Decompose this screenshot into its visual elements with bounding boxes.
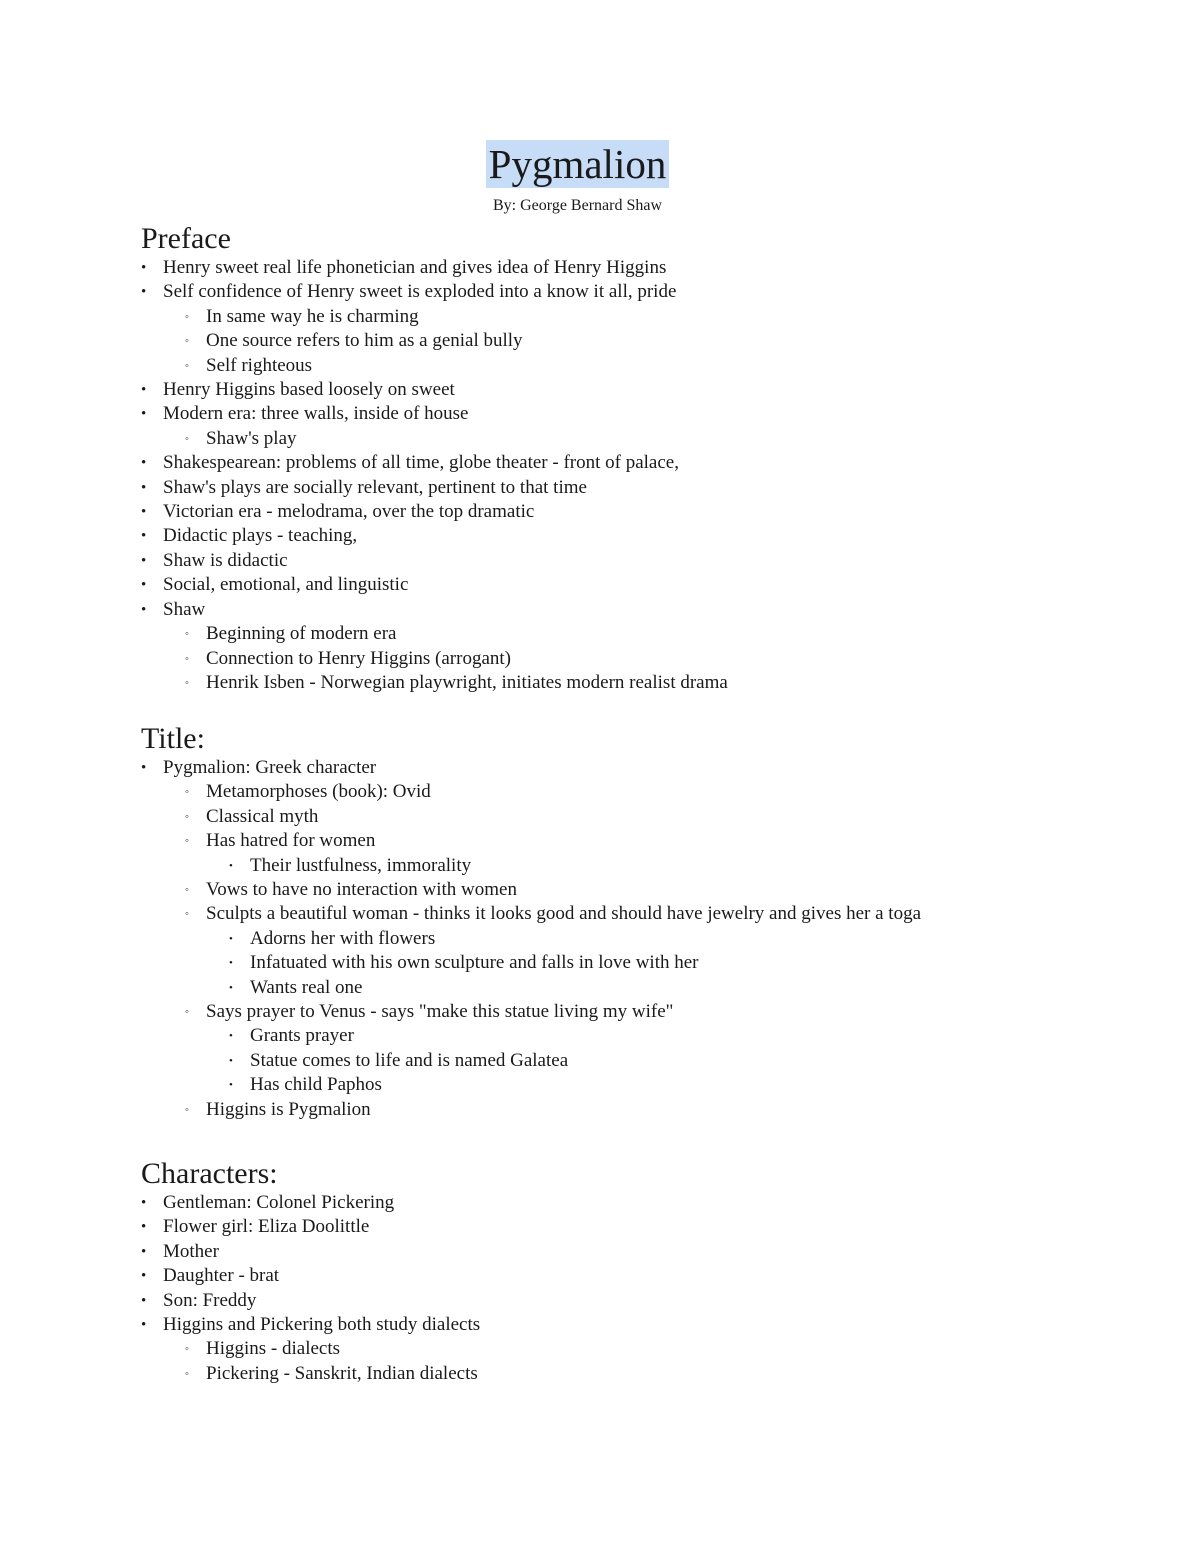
bullet-icon: • xyxy=(141,1219,147,1236)
list-item xyxy=(141,927,1141,951)
bullet-icon: ◦ xyxy=(185,359,189,372)
list-item xyxy=(141,1337,1141,1361)
list-item xyxy=(141,622,1141,646)
document-subtitle: By: George Bernard Shaw xyxy=(493,197,662,214)
bullet-icon: ◦ xyxy=(185,1006,189,1019)
list-item-text: Shaw is didactic xyxy=(163,549,288,571)
bullet-icon: ◦ xyxy=(185,432,189,445)
list-item xyxy=(141,951,1141,975)
list-item-text: Self righteous xyxy=(206,354,313,376)
list-item xyxy=(141,451,1141,475)
list-item-text: Higgins is Pygmalion xyxy=(206,1098,371,1120)
list-item xyxy=(141,1098,1141,1122)
bullet-icon: ◦ xyxy=(185,810,189,823)
list-item-text: Higgins and Pickering both study dialects xyxy=(163,1314,481,1336)
bullet-icon: ◦ xyxy=(185,628,189,641)
list-item-text: Gentleman: Colonel Pickering xyxy=(163,1192,395,1213)
bullet-icon: ◦ xyxy=(185,1367,189,1380)
list-item xyxy=(141,549,1141,573)
list-item-text: Grants prayer xyxy=(250,1025,354,1047)
list-item xyxy=(141,756,1141,780)
bullet-icon: • xyxy=(141,260,147,276)
bullet-icon: • xyxy=(229,957,233,970)
list-item-text: Victorian era - melodrama, over the top dramatic xyxy=(163,501,535,523)
list-item-text: Metamorphoses (book): Ovid xyxy=(206,781,431,803)
list-item xyxy=(141,878,1141,902)
bullet-icon: • xyxy=(229,932,233,945)
bullet-icon: • xyxy=(141,406,147,423)
bullet-icon: • xyxy=(229,859,233,872)
bullet-icon: • xyxy=(141,1317,147,1334)
bullet-icon: • xyxy=(141,382,147,399)
list-item xyxy=(141,1024,1141,1048)
bullet-icon: • xyxy=(141,504,147,521)
bullet-list xyxy=(141,256,1141,695)
section-heading: Preface xyxy=(141,222,231,255)
section-characters xyxy=(141,1157,1141,1386)
list-item xyxy=(141,1191,1141,1215)
list-item xyxy=(141,1264,1141,1288)
bullet-icon: • xyxy=(141,1243,147,1260)
bullet-icon: • xyxy=(141,479,147,496)
list-item xyxy=(141,500,1141,524)
bullet-icon: ◦ xyxy=(185,652,189,665)
bullet-icon: • xyxy=(229,1054,233,1067)
bullet-icon: • xyxy=(141,1268,147,1285)
document-title[interactable]: Pygmalion xyxy=(486,140,670,188)
bullet-icon: ◦ xyxy=(185,908,189,921)
list-item-text: Statue comes to life and is named Galatea xyxy=(250,1049,569,1071)
list-item xyxy=(141,1362,1141,1386)
bullet-icon: ◦ xyxy=(185,335,189,348)
list-item xyxy=(141,1049,1141,1073)
list-item xyxy=(141,427,1141,451)
bullet-icon: • xyxy=(229,1030,233,1043)
list-item-text: Sculpts a beautiful woman - thinks it looks good and should have jewelry and gives her a toga xyxy=(206,903,921,925)
list-item xyxy=(141,1073,1141,1097)
bullet-icon: ◦ xyxy=(185,884,189,897)
bullet-icon: • xyxy=(141,601,147,618)
list-item xyxy=(141,805,1141,829)
section-preface xyxy=(141,222,1141,695)
bullet-icon: • xyxy=(141,284,147,301)
list-item-text: Social, emotional, and linguistic xyxy=(163,574,409,596)
list-item xyxy=(141,256,1141,280)
list-item-text: Son: Freddy xyxy=(163,1289,257,1311)
bullet-icon: • xyxy=(141,1195,147,1211)
section-heading: Characters: xyxy=(141,1157,278,1190)
list-item xyxy=(141,780,1141,804)
list-item xyxy=(141,354,1141,378)
bullet-icon: ◦ xyxy=(185,786,189,799)
list-item xyxy=(141,280,1141,304)
list-item xyxy=(141,976,1141,1000)
list-item-text: Wants real one xyxy=(250,976,363,998)
bullet-icon: • xyxy=(141,528,147,545)
list-item-text: Modern era: three walls, inside of house xyxy=(163,403,469,425)
list-item xyxy=(141,329,1141,353)
bullet-icon: • xyxy=(141,455,147,472)
list-item-text: Didactic plays - teaching, xyxy=(163,525,358,547)
list-item-text: Flower girl: Eliza Doolittle xyxy=(163,1216,370,1238)
list-item-text: Connection to Henry Higgins (arrogant) xyxy=(206,647,511,669)
list-item-text: Beginning of modern era xyxy=(206,623,397,645)
bullet-icon: ◦ xyxy=(185,1343,189,1356)
list-item xyxy=(141,854,1141,878)
list-item-text: Has child Paphos xyxy=(250,1074,382,1096)
list-item xyxy=(141,1000,1141,1024)
list-item-text: Classical myth xyxy=(206,805,319,827)
list-item-text: Shaw's plays are socially relevant, pertinent to that time xyxy=(163,476,587,498)
section-title xyxy=(141,722,1141,1122)
list-item-text: Henry Higgins based loosely on sweet xyxy=(163,379,455,401)
list-item-text: Adorns her with flowers xyxy=(250,927,436,949)
list-item xyxy=(141,378,1141,402)
list-item-text: Pickering - Sanskrit, Indian dialects xyxy=(206,1362,478,1384)
bullet-icon: ◦ xyxy=(185,1103,189,1116)
list-item xyxy=(141,573,1141,597)
list-item-text: Has hatred for women xyxy=(206,830,376,852)
bullet-icon: • xyxy=(141,760,147,776)
section-heading: Title: xyxy=(141,722,205,755)
list-item-text: Vows to have no interaction with women xyxy=(206,879,517,901)
list-item-text: Pygmalion: Greek character xyxy=(163,757,377,778)
list-item-text: Their lustfulness, immorality xyxy=(250,854,472,876)
list-item xyxy=(141,305,1141,329)
list-item-text: Higgins - dialects xyxy=(206,1338,341,1360)
bullet-icon: ◦ xyxy=(185,310,189,323)
bullet-icon: • xyxy=(229,981,233,994)
list-item-text: Self confidence of Henry sweet is exploded into a know it all, pride xyxy=(163,281,677,303)
bullet-icon: • xyxy=(141,552,147,569)
bullet-icon: • xyxy=(141,577,147,594)
list-item xyxy=(141,1215,1141,1239)
bullet-icon: ◦ xyxy=(185,835,189,848)
list-item xyxy=(141,402,1141,426)
list-item-text: Mother xyxy=(163,1240,219,1262)
list-item xyxy=(141,524,1141,548)
list-item-text: Shakespearean: problems of all time, globe theater - front of palace, xyxy=(163,452,679,474)
list-item-text: In same way he is charming xyxy=(206,305,419,327)
bullet-icon: ◦ xyxy=(185,676,189,689)
bullet-list xyxy=(141,1191,1141,1386)
list-item-text: Infatuated with his own sculpture and falls in love with her xyxy=(250,952,699,974)
bullet-icon: • xyxy=(229,1079,233,1092)
list-item-text: Shaw xyxy=(163,598,206,620)
title-container xyxy=(0,140,1155,188)
list-item xyxy=(141,1313,1141,1337)
list-item-text: One source refers to him as a genial bully xyxy=(206,330,523,352)
list-item xyxy=(141,1240,1141,1264)
list-item-text: Henry sweet real life phonetician and gives idea of Henry Higgins xyxy=(163,257,667,278)
list-item xyxy=(141,476,1141,500)
list-item xyxy=(141,829,1141,853)
list-item xyxy=(141,598,1141,622)
list-item-text: Daughter - brat xyxy=(163,1265,280,1287)
bullet-icon: • xyxy=(141,1292,147,1309)
list-item-text: Henrik Isben - Norwegian playwright, initiates modern realist drama xyxy=(206,671,728,693)
list-item xyxy=(141,902,1141,926)
list-item xyxy=(141,671,1141,695)
list-item xyxy=(141,1289,1141,1313)
list-item xyxy=(141,647,1141,671)
list-item-text: Says prayer to Venus - says "make this statue living my wife" xyxy=(206,1001,674,1023)
bullet-list xyxy=(141,756,1141,1122)
list-item-text: Shaw's play xyxy=(206,427,297,449)
